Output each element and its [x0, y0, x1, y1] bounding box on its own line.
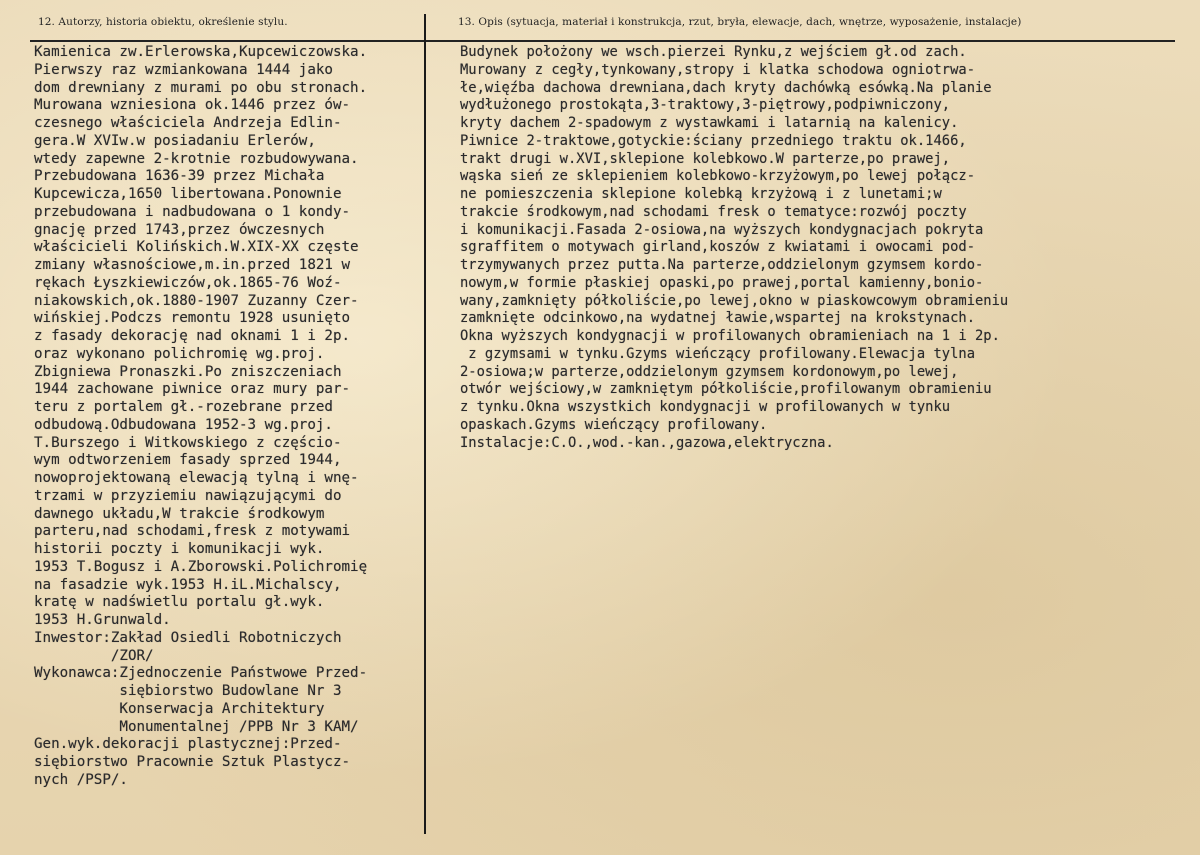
description-text: Budynek położony we wsch.pierzei Rynku,z wejściem gł.od zach. Murowany z cegły,tynkowany,stropy i klatka schodowa ogniotrwa- łe,więźba dachowa drewniana,dach kryty dachówką esówką.Na planie wydłużonego prostokąta,3-traktowy,3-piętrowy,podpiwniczony, kryty dachem 2-spadowym z wystawkami i latarnią na kalenicy. Piwnice 2-traktowe,gotyckie:ściany przedniego traktu ok.1466, trakt drugi w.XVI,sklepione kolebkowo.W parterze,po prawej, wąska sień ze sklepieniem kolebkowo-krzyżowym,po lewej połącz- ne pomieszczenia sklepione kolebką krzyżową i z lunetami;w trakcie środkowym,nad schodami fresk o tematyce:rozwój poczty i komunikacji.Fasada 2-osiowa,na wyższych kondygnacjach pokryta sgraffitem o motywach girland,koszów z kwiatami i owocami pod- trzymywanych przez putta.Na parterze,oddzielonym gzymsem kordo- nowym,w formie płaskiej opaski,po prawej,portal kamienny,bonio- wany,zamknięty półkoliście,po lewej,okno w piaskowcowym obramieniu zamknięte odcinkowo,na wydatnej ławie,wspartej na krokstynach. Okna wyższych kondygnacji w profilowanych obramieniach na 1 i 2p. z gzymsami w tynku.Gzyms wieńczący profilowany.Elewacja tylna 2-osiowa;w parterze,oddzielonym gzymsem kordonowym,po lewej, otwór wejściowy,w zamkniętym półkoliście,profilowanym obramieniu z tynku.Okna wszystkich kondygnacji w profilowanych w tynku opaskach.Gzyms wieńczący profilowany. Instalacje:C.O.,wod.-kan.,gazowa,elektryczna. [460, 44, 1009, 451]
header-rule [30, 40, 1175, 42]
history-text: Kamienica zw.Erlerowska,Kupcewiczowska. Pierwszy raz wzmiankowana 1444 jako dom drewniany z murami po obu stronach. Murowana wzniesiona ok.1446 przez ów- czesnego właściciela Andrzeja Edlin- gera.W XVIw.w posiadaniu Erlerów, wtedy zapewne 2-krotnie rozbudowywana. Przebudowana 1636-39 przez Michała Kupcewicza,1650 libertowana.Ponownie przebudowana i nadbudowana o 1 kondy- gnację przed 1743,przez ówczesnych właścicieli Kolińskich.W.XIX-XX częste zmiany własnościowe,m.in.przed 1821 w rękach Łyszkiewiczów,ok.1865-76 Woź- niakowskich,ok.1880-1907 Zuzanny Czer- wińskiej.Podczs remontu 1928 usunięto z fasady dekorację nad oknami 1 i 2p. oraz wykonano polichromię wg.proj. Zbigniewa Pronaszki.Po zniszczeniach 1944 zachowane piwnice oraz mury par- teru z portalem gł.-rozebrane przed odbudową.Odbudowana 1952-3 wg.proj. T.Burszego i Witkowskiego z częścio- wym odtworzeniem fasady sprzed 1944, nowoprojektowaną elewacją tylną i wnę- trzami w przyziemiu nawiązującymi do dawnego układu,W trakcie środkowym parteru,nad schodami,fresk z motywami historii poczty i komunikacji wyk. 1953 T.Bogusz i A.Zborowski.Polichromię na fasadzie wyk.1953 H.iL.Michalscy, kratę w nadświetlu portalu gł.wyk. 1953 H.Grunwald. Inwestor:Zakład Osiedli Robotniczych /ZOR/ Wykonawca:Zjednoczenie Państwowe Przed- siębiorstwo Budowlane Nr 3 Konserwacja Architektury Monumentalnej /PPB Nr 3 KAM/ Gen.wyk.dekoracji plastycznej:Przed- siębiorstwo Pracownie Sztuk Plastycz- nych /PSP/. [34, 44, 368, 788]
section-12-header: 12. Autorzy, historia obiektu, określenie stylu. [38, 16, 288, 28]
section-13-header: 13. Opis (sytuacja, materiał i konstrukcja, rzut, bryła, elewacje, dach, wnętrze, wyposażenie, instalacje) [458, 16, 1022, 28]
column-divider [424, 14, 426, 834]
